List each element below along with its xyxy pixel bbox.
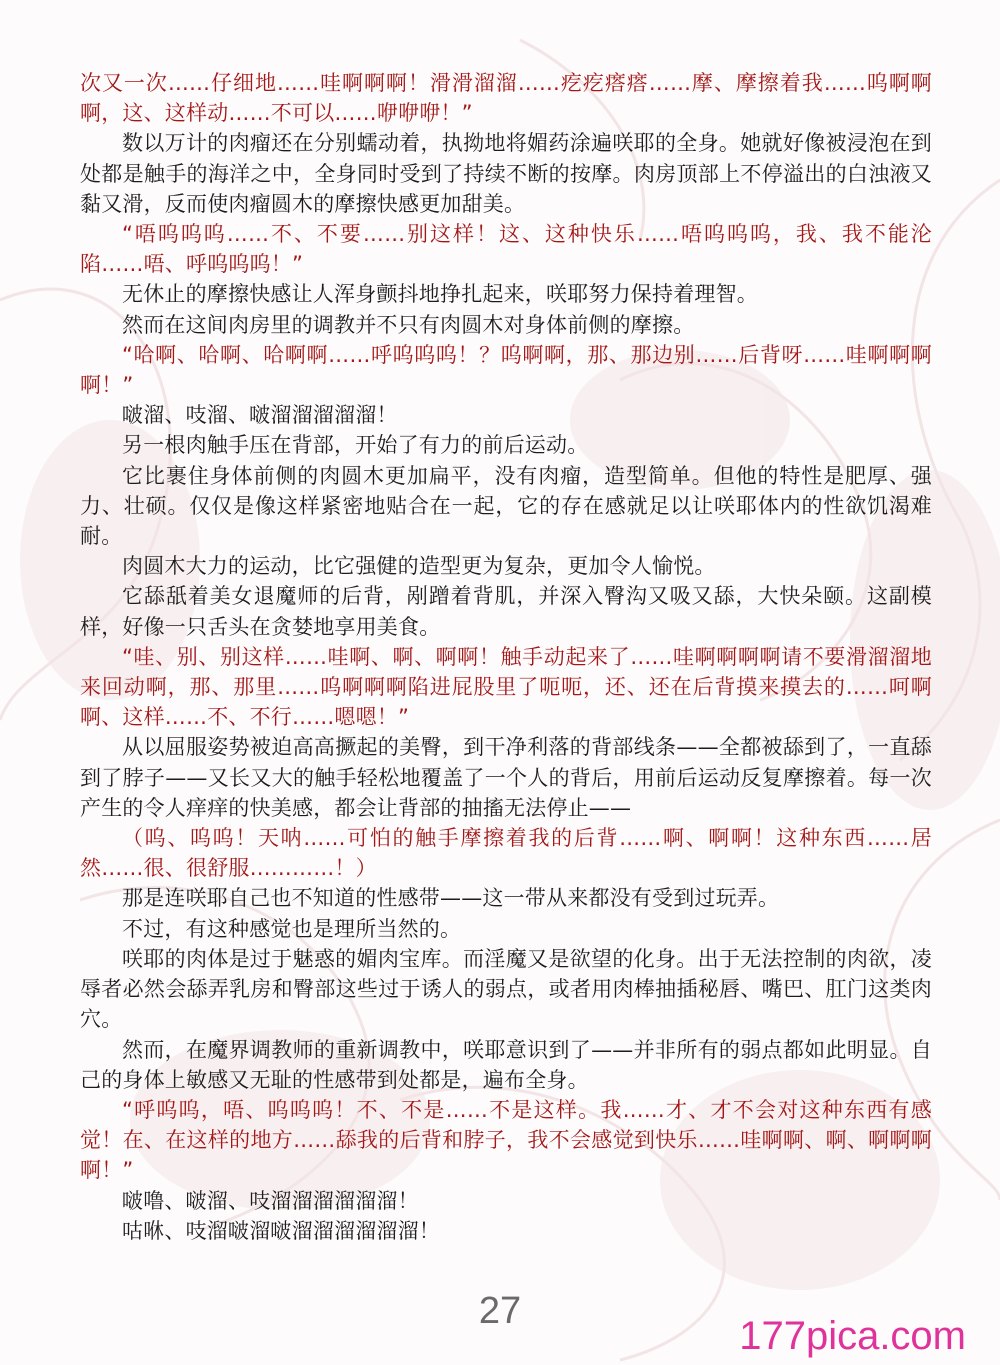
narration-paragraph: 那是连咲耶自己也不知道的性感带——这一带从来都没有受到过玩弄。 xyxy=(122,886,780,911)
dialogue-paragraph: “哈啊、哈啊、哈啊啊……呼呜呜呜！？呜啊啊，那、那边别……后背呀……哇啊啊啊啊！” xyxy=(80,342,932,398)
narration-paragraph: 它舔舐着美女退魔师的后背，剐蹭着背肌，并深入臀沟又吸又舔，大快朵颐。这副模样，好像一只舌头在贪婪地享用美食。 xyxy=(80,584,932,639)
narration-paragraph: 咲耶的肉体是过于魅惑的媚肉宝库。而淫魔又是欲望的化身。出于无法控制的肉欲，凌辱者必然会舔弄乳房和臀部这些过于诱人的弱点，或者用肉棒抽插秘唇、嘴巴、肛门这类肉穴。 xyxy=(80,946,932,1032)
watermark-link[interactable]: 177pica.com xyxy=(739,1314,966,1358)
page-number: 27 xyxy=(478,1290,522,1332)
narration-paragraph: 无休止的摩擦快感让人浑身颤抖地挣扎起来，咲耶努力保持着理智。 xyxy=(122,282,758,307)
dialogue-paragraph: “呼呜呜，唔、呜呜呜！不、不是……不是这样。我……才、才不会对这种东西有感觉！在、在这样的地方……舔我的后背和脖子，我不会感觉到快乐……哇啊啊、啊、啊啊啊啊！” xyxy=(80,1097,932,1183)
text-body xyxy=(80,68,932,1246)
narration-paragraph: 咕咻、吱溜啵溜啵溜溜溜溜溜溜！ xyxy=(122,1218,440,1243)
narration-paragraph: 不过，有这种感觉也是理所当然的。 xyxy=(122,916,462,941)
narration-paragraph: 啵溜、吱溜、啵溜溜溜溜溜！ xyxy=(122,403,398,428)
narration-paragraph: 啵噜、啵溜、吱溜溜溜溜溜溜！ xyxy=(122,1188,419,1213)
dialogue-paragraph: 次又一次……仔细地……哇啊啊啊！滑滑溜溜……疙疙瘩瘩……摩、摩擦着我……呜啊啊啊，这、这样动……不可以……咿咿咿！” xyxy=(80,71,932,126)
narration-paragraph: 数以万计的肉瘤还在分别蠕动着，执拗地将媚药涂遍咲耶的全身。她就好像被浸泡在到处都是触手的海洋之中，全身同时受到了持续不断的按摩。肉房顶部上不停溢出的白浊液又黏又滑，反而使肉瘤圆木的摩擦快感更加甜美。 xyxy=(80,131,932,216)
dialogue-paragraph: “唔呜呜呜……不、不要……别这样！这、这种快乐……唔呜呜呜，我、我不能沦陷……唔、呼呜呜呜！” xyxy=(80,222,932,277)
narration-paragraph: 然而在这间肉房里的调教并不只有肉圆木对身体前侧的摩擦。 xyxy=(122,312,695,337)
narration-paragraph: 另一根肉触手压在背部，开始了有力的前后运动。 xyxy=(122,433,589,458)
narration-paragraph: 它比裹住身体前侧的肉圆木更加扁平，没有肉瘤，造型简单。但他的特性是肥厚、强力、壮硕。仅仅是像这样紧密地贴合在一起，它的存在感就足以让咲耶体内的性欲饥渴难耐。 xyxy=(80,463,932,549)
narration-paragraph: 然而，在魔界调教师的重新调教中，咲耶意识到了——并非所有的弱点都如此明显。自己的身体上敏感又无耻的性感带到处都是，遍布全身。 xyxy=(80,1037,932,1092)
dialogue-paragraph: （呜、呜呜！天呐……可怕的触手摩擦着我的后背……啊、啊啊！这种东西……居然……很、很舒服…………！） xyxy=(80,826,932,881)
narration-paragraph: 从以屈服姿势被迫高高撅起的美臀，到干净利落的背部线条——全都被舔到了，一直舔到了脖子——又长又大的触手轻松地覆盖了一个人的背后，用前后运动反复摩擦着。每一次产生的令人痒痒的快美感，都会让背部的抽搐无法停止—— xyxy=(80,735,932,820)
narration-paragraph: 肉圆木大力的运动，比它强健的造型更为复杂，更加令人愉悦。 xyxy=(122,554,716,579)
dialogue-paragraph: “哇、别、别这样……哇啊、啊、啊啊！触手动起来了……哇啊啊啊啊请不要滑溜溜地来回动啊，那、那里……呜啊啊啊陷进屁股里了呃呃，还、还在后背摸来摸去的……呵啊啊、这样……不、不行……嗯嗯！” xyxy=(80,644,932,730)
